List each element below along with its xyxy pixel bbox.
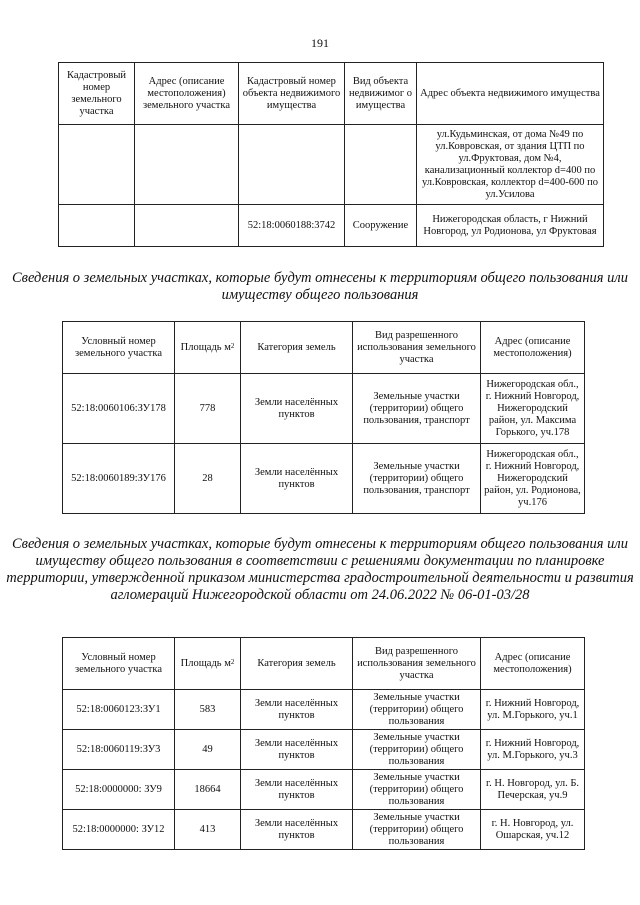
- table-cell: ул.Кудьминская, от дома №49 по ул.Ковровская, от здания ЦТП по ул.Фруктовая, дом №4, канализационный коллектор d=400 по ул.Ковровская, коллектор d=400-600 по ул.Усилова: [417, 125, 604, 205]
- header-cell: Вид объекта недвижимог о имущества: [345, 63, 417, 125]
- header-cell: Категория земель: [241, 638, 353, 690]
- table-row: [63, 730, 585, 770]
- header-cell: Адрес (описание местоположения): [481, 322, 585, 374]
- table-cell: Земли населённых пунктов: [241, 690, 353, 730]
- table-cell: [135, 125, 239, 205]
- table-cell: Земли населённых пунктов: [241, 730, 353, 770]
- table-cell: 413: [175, 810, 241, 850]
- table-cell: 52:18:0060119:ЗУ3: [63, 730, 175, 770]
- header-cell: [175, 638, 241, 690]
- table-header-row: [63, 322, 585, 374]
- table-cell: Земли населённых пунктов: [241, 770, 353, 810]
- table-cell: [239, 125, 345, 205]
- table-cell: Земельные участки (территории) общего пользования: [353, 770, 481, 810]
- land-plots-table: [62, 321, 585, 514]
- table-cell: 18664: [175, 770, 241, 810]
- table-row: [59, 125, 604, 205]
- section-heading: Сведения о земельных участках, которые будут отнесены к территориям общего пользования или имуществу общего пользования: [12, 270, 628, 303]
- header-cell: Адрес объекта недвижимого имущества: [417, 63, 604, 125]
- table-row: [63, 770, 585, 810]
- header-cell: Адрес (описание местоположения): [481, 638, 585, 690]
- table-header-row: [59, 63, 604, 125]
- table-cell: г. Нижний Новгород, ул. М.Горького, уч.1: [481, 690, 585, 730]
- header-cell: Вид разрешенного использования земельного участка: [353, 638, 481, 690]
- table-cell: Нижегородская область, г Нижний Новгород, ул Родионова, ул Фруктовая: [417, 205, 604, 247]
- table-cell: Нижегородская обл., г. Нижний Новгород, Нижегородский район, ул. Максима Горького, уч.178: [481, 374, 585, 444]
- table-cell: 52:18:0000000: ЗУ9: [63, 770, 175, 810]
- table-cell: г. Нижний Новгород, ул. М.Горького, уч.3: [481, 730, 585, 770]
- table-cell: Земли населённых пунктов: [241, 444, 353, 514]
- header-cell: Вид разрешенного использования земельного участка: [353, 322, 481, 374]
- table-cell: [59, 205, 135, 247]
- table-cell: г. Н. Новгород, ул. Б. Печерская, уч.9: [481, 770, 585, 810]
- table-row: [63, 690, 585, 730]
- table-header-row: [63, 638, 585, 690]
- table-cell: Земельные участки (территории) общего пользования: [353, 730, 481, 770]
- area-unit-sup: 2: [230, 657, 235, 666]
- table-cell: Сооружение: [345, 205, 417, 247]
- header-cell: Адрес (описание местоположения) земельного участка: [135, 63, 239, 125]
- table-cell: 28: [175, 444, 241, 514]
- table-cell: Земельные участки (территории) общего пользования: [353, 690, 481, 730]
- table-cell: Нижегородская обл., г. Нижний Новгород, Нижегородский район, ул. Родионова, уч.176: [481, 444, 585, 514]
- header-cell: Условный номер земельного участка: [63, 322, 175, 374]
- table-cell: Земельные участки (территории) общего пользования, транспорт: [353, 444, 481, 514]
- table-row: [63, 444, 585, 514]
- table-cell: [345, 125, 417, 205]
- table-cell: Земли населённых пунктов: [241, 810, 353, 850]
- table-cell: 52:18:0060189:ЗУ176: [63, 444, 175, 514]
- table-cell: Земельные участки (территории) общего пользования: [353, 810, 481, 850]
- table-cell: Земельные участки (территории) общего пользования, транспорт: [353, 374, 481, 444]
- header-cell: Условный номер земельного участка: [63, 638, 175, 690]
- table-row: [63, 374, 585, 444]
- land-plots-table-2: [62, 637, 585, 850]
- table-cell: [135, 205, 239, 247]
- page-number: 191: [311, 36, 329, 50]
- table-cell: 778: [175, 374, 241, 444]
- table-cell: 49: [175, 730, 241, 770]
- table-cell: 52:18:0060123:ЗУ1: [63, 690, 175, 730]
- table-cell: 52:18:0060188:3742: [239, 205, 345, 247]
- table-cell: 52:18:0000000: ЗУ12: [63, 810, 175, 850]
- area-label: Площадь м: [180, 341, 231, 353]
- table-cell: г. Н. Новгород, ул. Ошарская, уч.12: [481, 810, 585, 850]
- header-cell: Кадастровый номер объекта недвижимого имущества: [239, 63, 345, 125]
- objects-table: [58, 62, 604, 247]
- header-cell: Категория земель: [241, 322, 353, 374]
- table-cell: 52:18:0060106:ЗУ178: [63, 374, 175, 444]
- section-heading: Сведения о земельных участках, которые будут отнесены к территориям общего пользования или имуществу общего пользования в соответствии с решениями документации по планировке территории, утвержденной приказом министерства градостроительной деятельности и развития агломераций Нижегородской области от 24.06.2022 № 06-01-03/28: [6, 536, 634, 603]
- area-label: Площадь м: [180, 657, 231, 669]
- table-row: [59, 205, 604, 247]
- table-cell: [59, 125, 135, 205]
- table-cell: Земли населённых пунктов: [241, 374, 353, 444]
- table-cell: 583: [175, 690, 241, 730]
- header-cell: [175, 322, 241, 374]
- table-row: [63, 810, 585, 850]
- area-unit-sup: 2: [230, 341, 235, 350]
- header-cell: Кадастровый номер земельного участка: [59, 63, 135, 125]
